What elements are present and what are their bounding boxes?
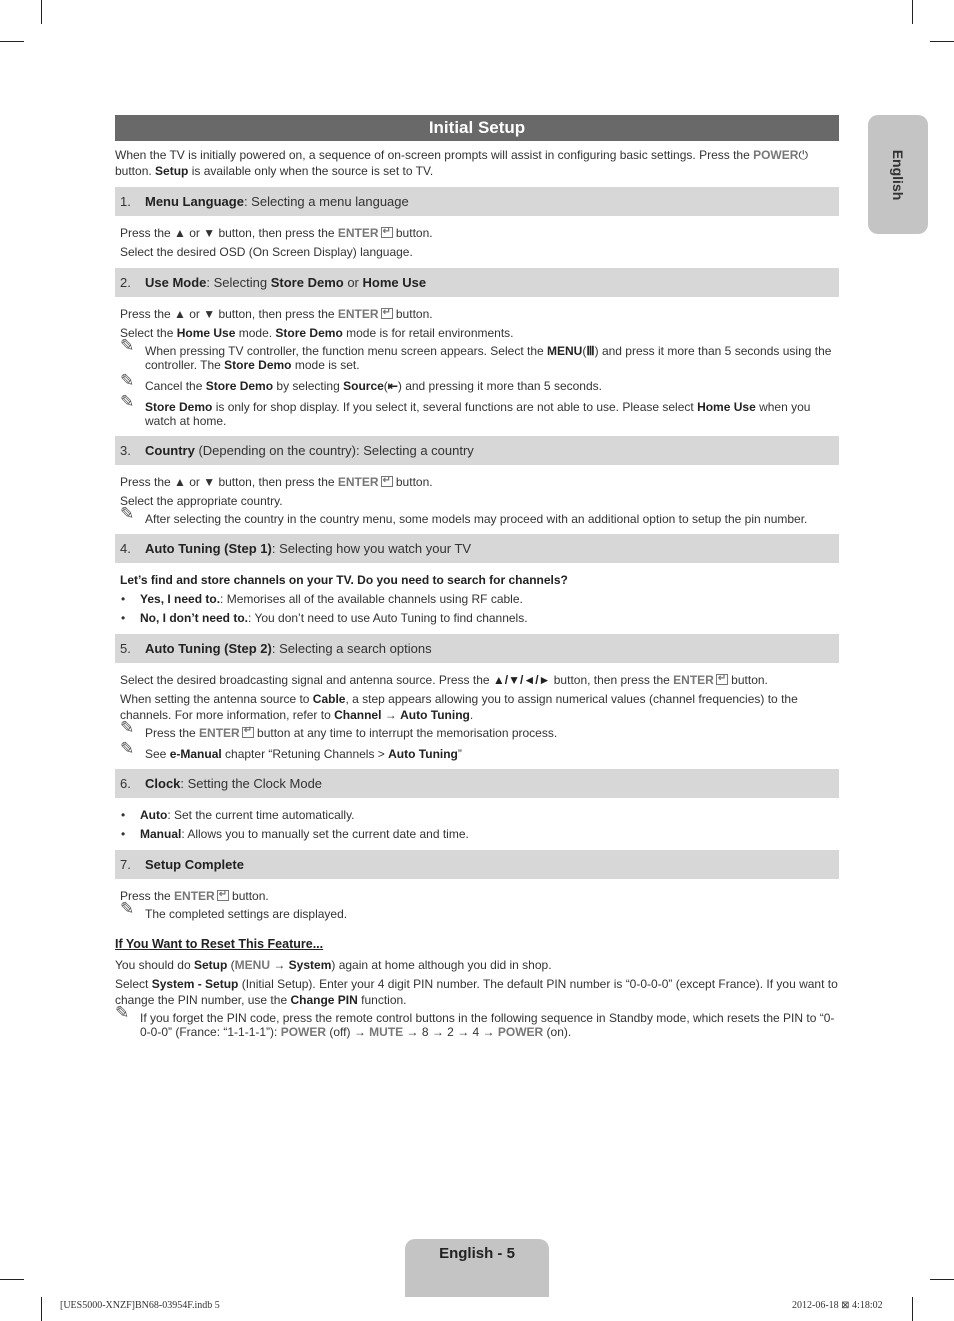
instruction-line: Press the ▲ or ▼ button, then press the ENTER↵ button. [115,474,839,490]
instruction-line: Select the desired broadcasting signal and antenna source. Press the ▲/▼/◄/► button, then press the ENTER↵ button. [115,672,839,688]
list-item: • No, I don’t need to.: You don’t need to use Auto Tuning to find channels. [121,611,528,625]
note: ✎ If you forget the PIN code, press the remote control buttons in the following sequence in Standby mode, which resets the PIN to “0-0-0-0” (France: “1-1-1-1”): POWER (off) → MUTE → 8 → 2 → 4 → POWER (on). [115,1003,835,1039]
crop-mark [0,1279,24,1280]
language-label: English [890,149,906,201]
enter-icon [217,890,229,901]
enter-icon [242,727,254,738]
page-title: Initial Setup [115,115,839,141]
crop-mark [0,41,24,42]
note: ✎ Store Demo is only for shop display. If you select it, several functions are not able to use. Please select Home Use when you watch at home. [120,392,811,428]
crop-mark [912,0,913,24]
section-header-menu-language: 1. Menu Language: Selecting a menu language [115,187,839,216]
instruction-line: Select the appropriate country. [120,494,283,508]
enter-icon [381,476,393,487]
note: ✎ Cancel the Store Demo by selecting Source(⇤) and pressing it more than 5 seconds. [120,371,602,393]
source-icon: ⇤ [387,379,398,393]
instruction-line: Press the ENTER↵ button. [115,888,839,904]
intro-paragraph: When the TV is initially powered on, a sequence of on-screen prompts will assist in configuring basic settings. Press the POWER⏻ button. Setup is available only when the source is set to TV. [115,148,808,178]
enter-icon [716,674,728,685]
crop-mark [930,1279,954,1280]
note: ✎ The completed settings are displayed. [120,899,348,921]
enter-icon [381,308,393,319]
crop-mark [41,1297,42,1321]
pencil-note-icon: ✎ [120,504,135,523]
list-item: • Manual: Allows you to manually set the current date and time. [121,827,469,841]
note: ✎ After selecting the country in the country menu, some models may proceed with an additional option to setup the pin number. [120,504,808,526]
pencil-note-icon: ✎ [115,1003,130,1022]
pencil-note-icon: ✎ [120,336,135,355]
instruction-line: Press the ▲ or ▼ button, then press the ENTER↵ button. [115,225,839,241]
section-header-clock: 6. Clock: Setting the Clock Mode [115,769,839,798]
question-line: Let’s find and store channels on your TV. Do you need to search for channels? [120,573,568,587]
instruction-line: Press the ▲ or ▼ button, then press the ENTER↵ button. [115,306,839,322]
list-item: • Auto: Set the current time automatically. [121,808,355,822]
crop-mark [41,0,42,24]
pencil-note-icon: ✎ [120,392,135,411]
page-number-tab: English - 5 [405,1239,549,1297]
footer-timestamp: 2012-06-18 ⊠ 4:18:02 [792,1300,883,1311]
reset-line: Select System - Setup (Initial Setup). Enter your 4 digit PIN number. The default PIN number is “0-0-0-0” (except France). If you want to change the PIN number, use the Change PIN function. [115,977,838,1007]
footer-file-name: [UES5000-XNZF]BN68-03954F.indb 5 [60,1300,220,1311]
enter-icon [381,227,393,238]
note: ✎ When pressing TV controller, the function menu screen appears. Select the MENU(Ⅲ) and press it more than 5 seconds using the controller. The Store Demo mode is set. [120,336,832,372]
crop-mark [930,41,954,42]
pencil-note-icon: ✎ [120,739,135,758]
reset-heading: If You Want to Reset This Feature... [115,937,324,951]
main-content [115,147,839,1046]
pencil-note-icon: ✎ [120,371,135,390]
pencil-note-icon: ✎ [120,899,135,918]
section-header-use-mode: 2. Use Mode: Selecting Store Demo or Home Use [115,268,839,297]
section-header-auto-tuning-step1: 4. Auto Tuning (Step 1): Selecting how you watch your TV [115,534,839,563]
section-header-country: 3. Country (Depending on the country): Selecting a country [115,436,839,465]
section-header-auto-tuning-step2: 5. Auto Tuning (Step 2): Selecting a search options [115,634,839,663]
instruction-line: Select the desired OSD (On Screen Display) language. [120,245,413,259]
instruction-line: Select the Home Use mode. Store Demo mode is for retail environments. [120,326,514,340]
note: ✎ See e-Manual chapter “Retuning Channels > Auto Tuning” [120,739,462,761]
language-side-tab [868,115,928,234]
note: ✎ Press the ENTER↵ button at any time to interrupt the memorisation process. [115,726,839,740]
menu-icon: Ⅲ [586,344,595,358]
reset-line: You should do Setup (MENU → System) again at home although you did in shop. [115,958,552,972]
power-icon: ⏻ [798,148,808,162]
list-item: • Yes, I need to.: Memorises all of the available channels using RF cable. [121,592,523,606]
pencil-note-icon: ✎ [120,718,135,737]
instruction-line: When setting the antenna source to Cable, a step appears allowing you to assign numerical values (channel frequencies) to the channels. For more information, refer to Channel → Auto Tuning. [120,692,798,722]
section-header-setup-complete: 7. Setup Complete [115,850,839,879]
crop-mark [912,1297,913,1321]
